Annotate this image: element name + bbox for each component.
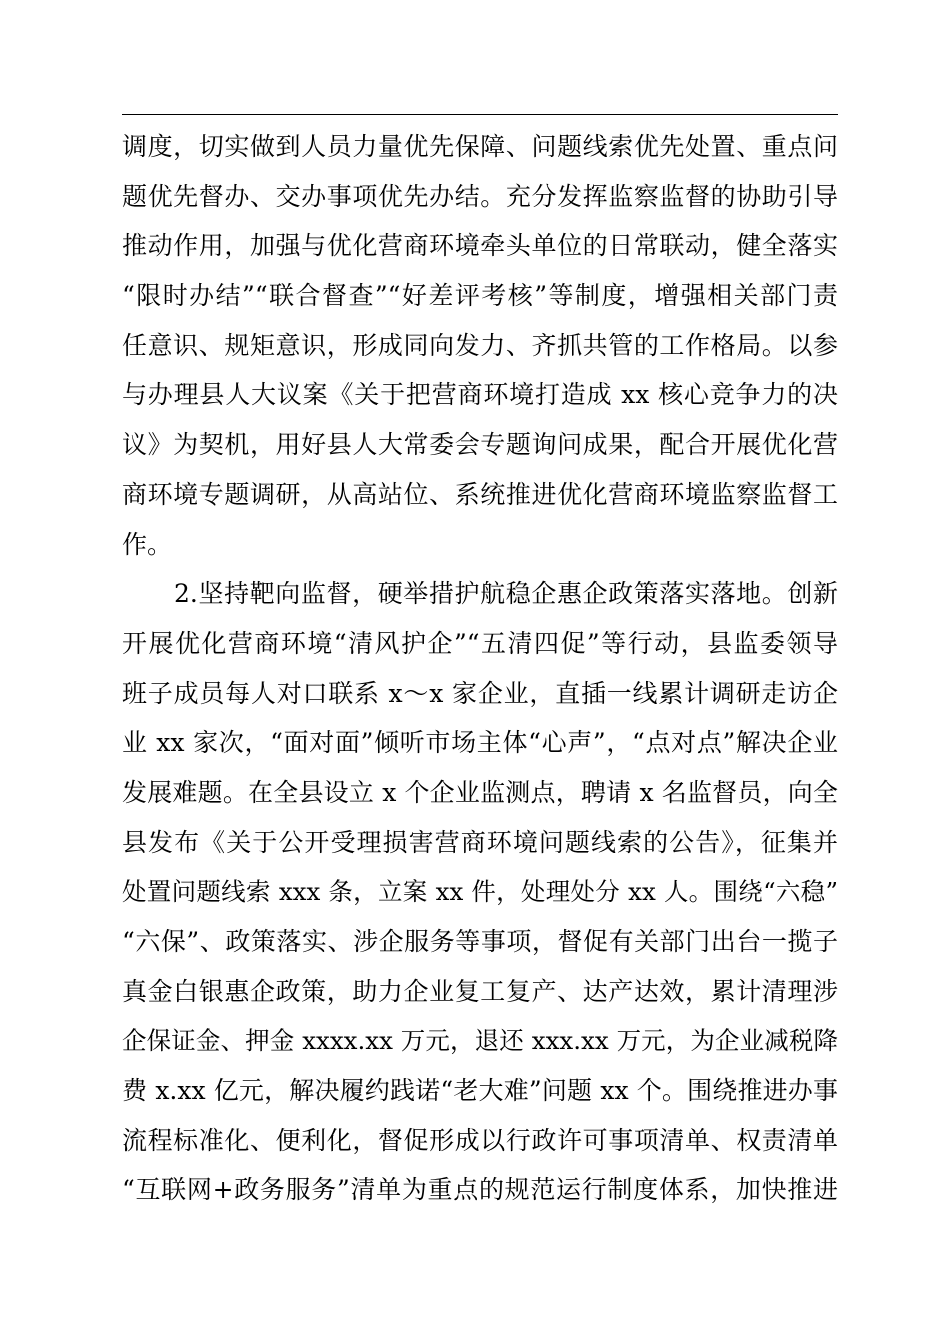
text-line: 任意识、规矩意识，形成同向发力、齐抓共管的工作格局。以参 xyxy=(122,330,838,360)
text-line: “互联网+政务服务”清单为重点的规范运行制度体系，加快推进 xyxy=(122,1175,838,1205)
text-line: 开展优化营商环境“清风护企”“五清四促”等行动，县监委领导 xyxy=(122,628,838,658)
text-line: 与办理县人大议案《关于把营商环境打造成 xx 核心竞争力的决 xyxy=(122,380,838,410)
text-line: “限时办结”“联合督查”“好差评考核”等制度，增强相关部门责 xyxy=(122,281,838,311)
text-line: 推动作用，加强与优化营商环境牵头单位的日常联动，健全落实 xyxy=(122,231,838,261)
text-line: 业 xx 家次，“面对面”倾听市场主体“心声”，“点对点”解决企业 xyxy=(122,728,838,758)
paragraph-first-line: 2.坚持靶向监督，硬举措护航稳企惠企政策落实落地。创新 xyxy=(174,579,838,609)
document-body xyxy=(122,122,838,1215)
text-line: 真金白银惠企政策，助力企业复工复产、达产达效，累计清理涉 xyxy=(122,976,838,1006)
text-line: 费 x.xx 亿元，解决履约践诺“老大难”问题 xx 个。围绕推进办事 xyxy=(122,1076,838,1106)
text-line: 班子成员每人对口联系 x～x 家企业，直插一线累计调研走访企 xyxy=(122,678,838,708)
text-line: 调度，切实做到人员力量优先保障、问题线索优先处置、重点问 xyxy=(122,132,838,161)
text-line: 流程标准化、便利化，督促形成以行政许可事项清单、权责清单 xyxy=(122,1125,838,1155)
text-line: 议》为契机，用好县人大常委会专题询问成果，配合开展优化营 xyxy=(122,430,838,460)
paragraph-end-line: 作。 xyxy=(122,529,173,559)
text-line: “六保”、政策落实、涉企服务等事项，督促有关部门出台一揽子 xyxy=(122,927,838,956)
text-line: 处置问题线索 xxx 条，立案 xx 件，处理处分 xx 人。围绕“六稳” xyxy=(122,877,838,907)
text-line: 题优先督办、交办事项优先办结。充分发挥监察监督的协助引导 xyxy=(122,181,838,211)
header-rule xyxy=(122,114,838,115)
text-line: 县发布《关于公开受理损害营商环境问题线索的公告》，征集并 xyxy=(122,827,838,857)
text-line: 企保证金、押金 xxxx.xx 万元，退还 xxx.xx 万元，为企业减税降 xyxy=(122,1026,838,1056)
text-line: 商环境专题调研，从高站位、系统推进优化营商环境监察监督工 xyxy=(122,479,838,509)
text-line: 发展难题。在全县设立 x 个企业监测点，聘请 x 名监督员，向全 xyxy=(122,777,838,807)
